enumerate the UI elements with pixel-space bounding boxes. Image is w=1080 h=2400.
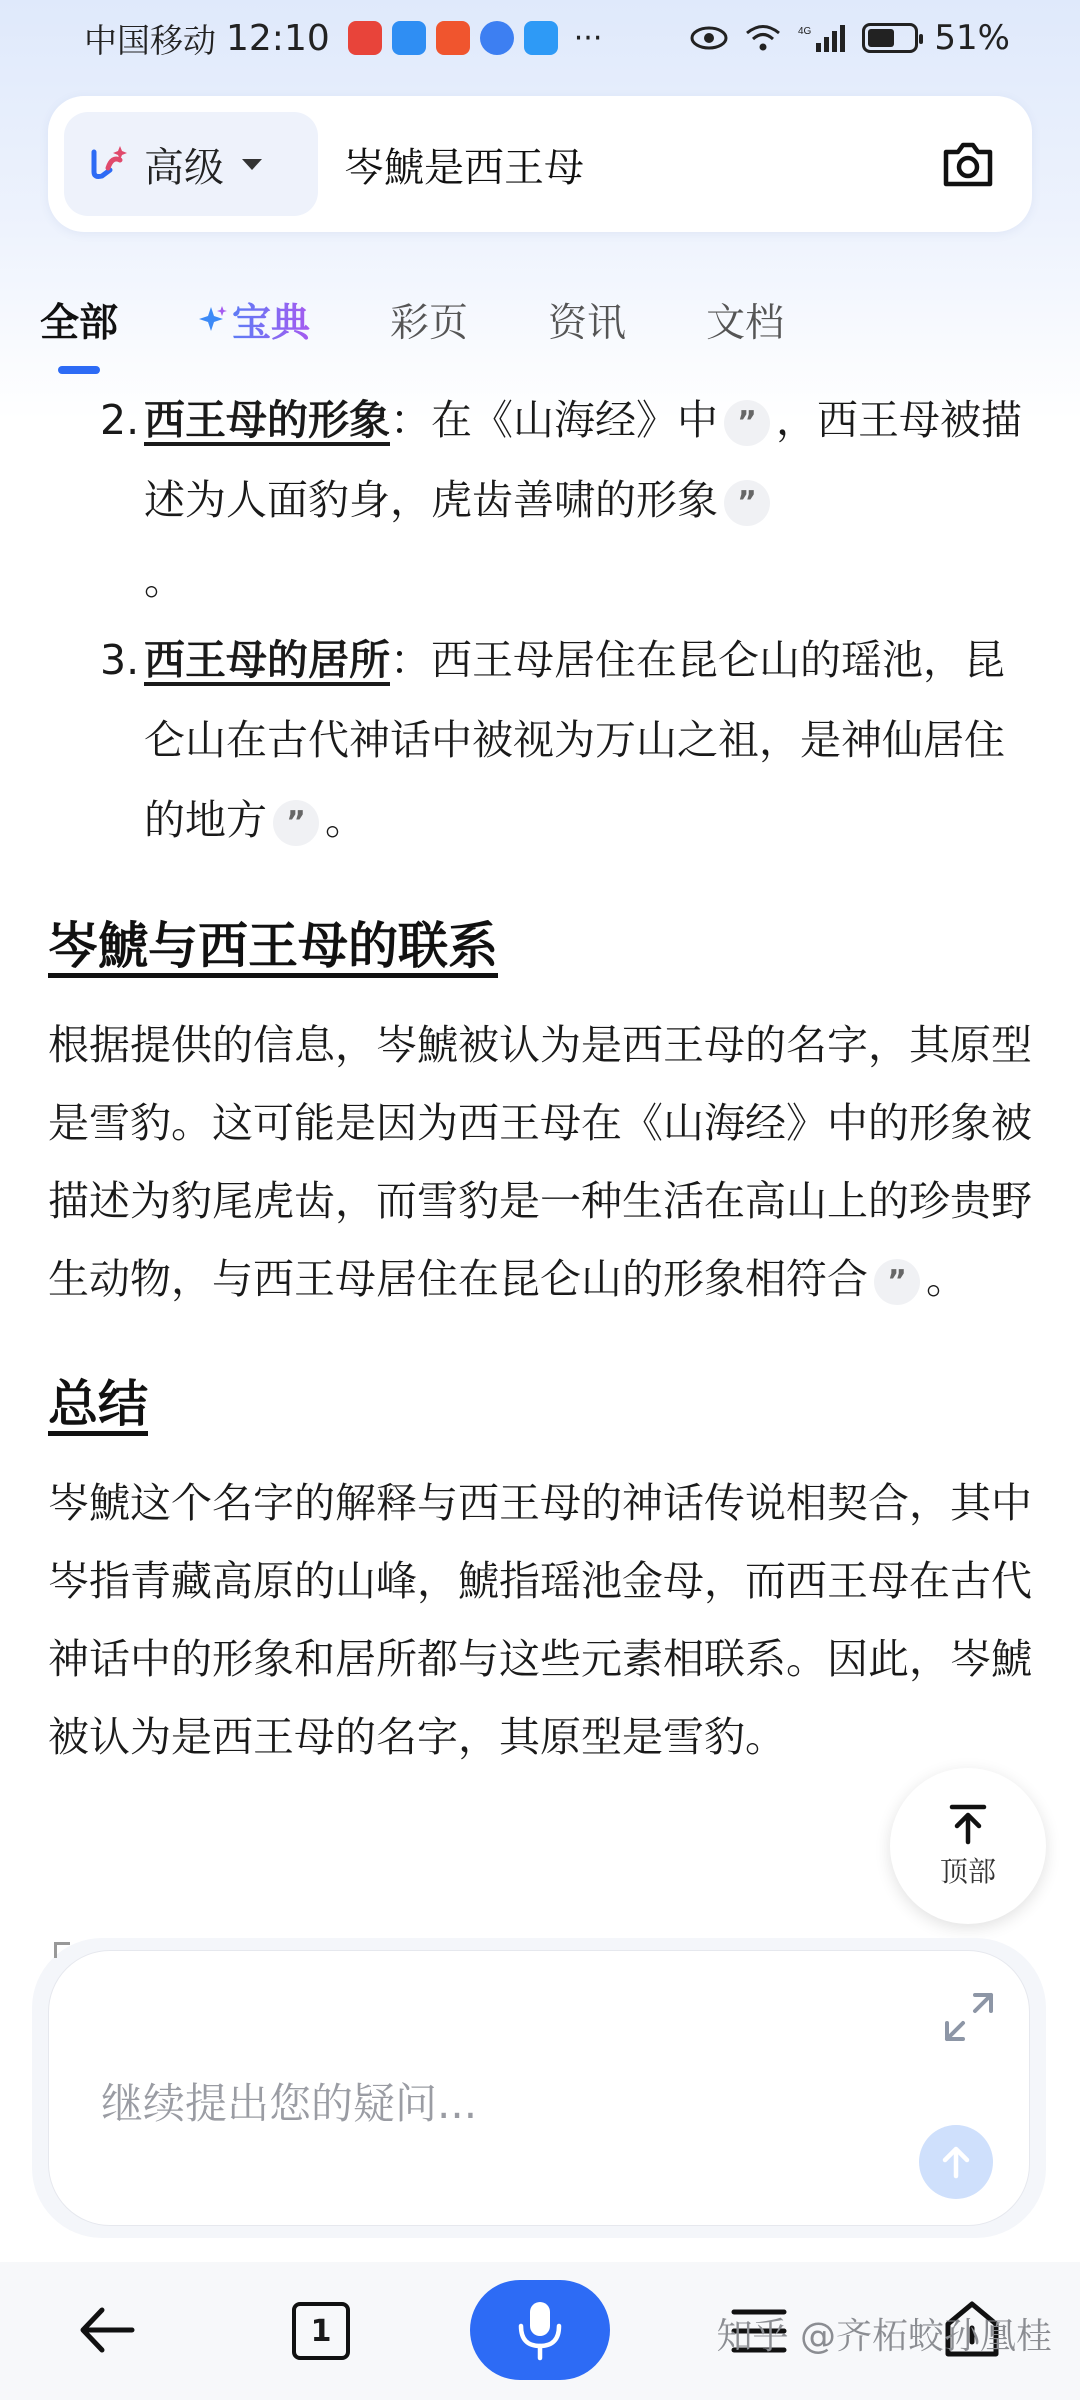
quote-icon[interactable]: ” (273, 800, 319, 846)
chat-input[interactable] (48, 1950, 1030, 2226)
tab-baodian-label: 宝典 (232, 301, 311, 346)
back-arrow-icon[interactable] (78, 2302, 138, 2358)
back-to-top-button[interactable] (890, 1768, 1046, 1924)
list-text: ，西王母被描述为人面豹身，虎齿善啸的形象 (144, 396, 1022, 524)
chat-input-placeholder: 继续提出您的疑问... (101, 2079, 478, 2128)
camera-icon[interactable] (938, 134, 998, 194)
watermark: 知乎 @齐柘蛟孙凰桂 (716, 2316, 1052, 2357)
ordered-list (48, 380, 1032, 860)
expand-icon[interactable] (939, 1987, 999, 2047)
list-number: 2. (100, 396, 140, 444)
answer-content (48, 380, 1032, 1776)
arrow-up-icon (946, 1802, 990, 1846)
eye-icon (690, 25, 728, 51)
ai-logo-icon (86, 142, 130, 186)
section-heading: 总结 (48, 1375, 148, 1433)
list-item (48, 380, 1032, 620)
list-text: 在《山海经》中 (431, 396, 718, 444)
section-paragraph (48, 1464, 1032, 1776)
quote-icon[interactable]: ” (874, 1259, 920, 1305)
chat-input-panel (32, 1938, 1046, 2238)
resize-corner-icon (54, 1942, 70, 1958)
list-number: 3. (100, 636, 140, 684)
list-colon: ： (390, 636, 431, 684)
signal-icon (798, 23, 846, 53)
clock: 12:10 (226, 17, 330, 59)
quote-icon[interactable]: ” (724, 480, 770, 526)
tab-news[interactable]: 资讯 (548, 301, 627, 346)
paragraph-text: 岑鯱这个名字的解释与西王母的神话传说相契合，其中岑指青藏高原的山峰，鯱指瑶池金母，而西王母在古代神话中的形象和居所都与这些元素相联系。因此，岑鯱被认为是西王母的名字，其原型是雪豹。 (48, 1479, 1032, 1761)
more-notifications: ··· (573, 20, 603, 56)
list-text: 。 (144, 556, 185, 604)
bottom-navigation (0, 2262, 1080, 2400)
section-heading: 岑鯱与西王母的联系 (48, 917, 498, 975)
list-colon: ： (390, 396, 431, 444)
voice-input-button[interactable] (470, 2280, 610, 2380)
tab-count: 1 (310, 2313, 332, 2349)
search-query-text[interactable]: 岑鯱是西王母 (344, 144, 584, 191)
search-mode-selector[interactable] (64, 112, 318, 216)
tab-baodian[interactable] (198, 292, 310, 348)
battery-percent: 51% (934, 18, 1010, 58)
sparkle-icon (198, 305, 228, 335)
list-text: 。 (325, 796, 366, 844)
battery-icon (862, 23, 918, 53)
tabs-icon[interactable] (292, 2302, 350, 2360)
status-bar (0, 0, 1080, 76)
quote-icon[interactable]: ” (724, 400, 770, 446)
browser-app-icon (480, 21, 514, 55)
list-item (48, 620, 1032, 860)
shop-app-icon (436, 21, 470, 55)
list-text: 西王母居住在昆仑山的瑶池，昆仑山在古代神话中被视为万山之祖，是神仙居住的地方 (144, 636, 1005, 844)
tab-all[interactable]: 全部 (40, 292, 118, 348)
list-item-title: 西王母的居所 (144, 636, 390, 684)
chevron-down-icon (242, 159, 262, 170)
search-mode-label: 高级 (144, 144, 224, 191)
search-app-icon (392, 21, 426, 55)
paragraph-text: 。 (926, 1255, 967, 1303)
search-bar[interactable] (48, 96, 1032, 232)
svg-text:4G: 4G (798, 26, 812, 37)
wifi-icon (744, 23, 782, 53)
huawei-app-icon (348, 21, 382, 55)
tab-caiye[interactable]: 彩页 (390, 301, 469, 346)
mic-icon (515, 2298, 565, 2362)
send-icon (938, 2144, 974, 2180)
carrier-label: 中国移动 (84, 20, 216, 60)
section-paragraph (48, 1006, 1032, 1318)
back-to-top-label: 顶部 (939, 1855, 996, 1888)
result-tabs (40, 280, 864, 360)
weather-app-icon (524, 21, 558, 55)
send-button[interactable] (919, 2125, 993, 2199)
paragraph-text: 根据提供的信息，岑鯱被认为是西王母的名字，其原型是雪豹。这可能是因为西王母在《山海经》中的形象被描述为豹尾虎齿，而雪豹是一种生活在高山上的珍贵野生动物，与西王母居住在昆仑山的形象相符合 (48, 1021, 1032, 1303)
list-item-title: 西王母的形象 (144, 396, 390, 444)
tab-docs[interactable]: 文档 (706, 301, 785, 346)
